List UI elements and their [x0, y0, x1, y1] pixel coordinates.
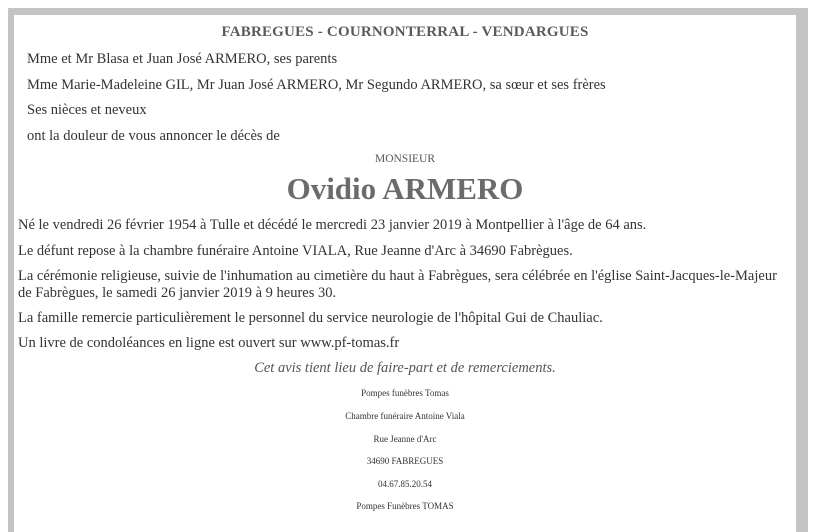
closing-note: Cet avis tient lieu de faire-part et de remerciements. [254, 360, 556, 376]
contact-signature: Pompes Funèbres TOMAS [356, 501, 454, 511]
thanks-paragraph: La famille remercie particulièrement le personnel du service neurologie de l'hôpital Gui de Chauliac. [18, 310, 603, 326]
contact-company: Pompes funèbres Tomas [361, 388, 449, 398]
birth-death-paragraph: Né le vendredi 26 février 1954 à Tulle et décédé le mercredi 23 janvier 2019 à Montpellier à l'âge de 64 ans. [18, 217, 647, 233]
contact-city: 34690 FABREGUES [366, 456, 444, 466]
contact-street: Rue Jeanne d'Arc [373, 434, 437, 444]
locations-header: FABREGUES - COURNONTERRAL - VENDARGUES [221, 24, 589, 40]
contact-funeral-room: Chambre funéraire Antoine Viala [345, 411, 465, 421]
deceased-name: Ovidio ARMERO [286, 171, 524, 206]
obituary-notice [14, 15, 796, 532]
condolence-book-paragraph: Un livre de condoléances en ligne est ouvert sur www.pf-tomas.fr [18, 335, 400, 351]
parents-line: Mme et Mr Blasa et Juan José ARMERO, ses parents [27, 51, 338, 67]
contact-phone: 04.67.85.20.54 [378, 479, 432, 489]
funeral-home-paragraph: Le défunt repose à la chambre funéraire Antoine VIALA, Rue Jeanne d'Arc à 34690 Fabrègues. [18, 243, 573, 259]
ceremony-paragraph: La cérémonie religieuse, suivie de l'inhumation au cimetière du haut à Fabrègues, sera célébrée en l'église Saint-Jacques-le-Majeur de Fabrègues, le samedi 26 janvier 2019 à 9 heures 30. [18, 268, 777, 301]
siblings-line: Mme Marie-Madeleine GIL, Mr Juan José ARMERO, Mr Segundo ARMERO, sa sœur et ses frères [27, 77, 606, 93]
nieces-nephews-line: Ses nièces et neveux [27, 102, 147, 118]
announcement-line: ont la douleur de vous annoncer le décès de [27, 128, 280, 144]
deceased-title: MONSIEUR [374, 153, 436, 165]
